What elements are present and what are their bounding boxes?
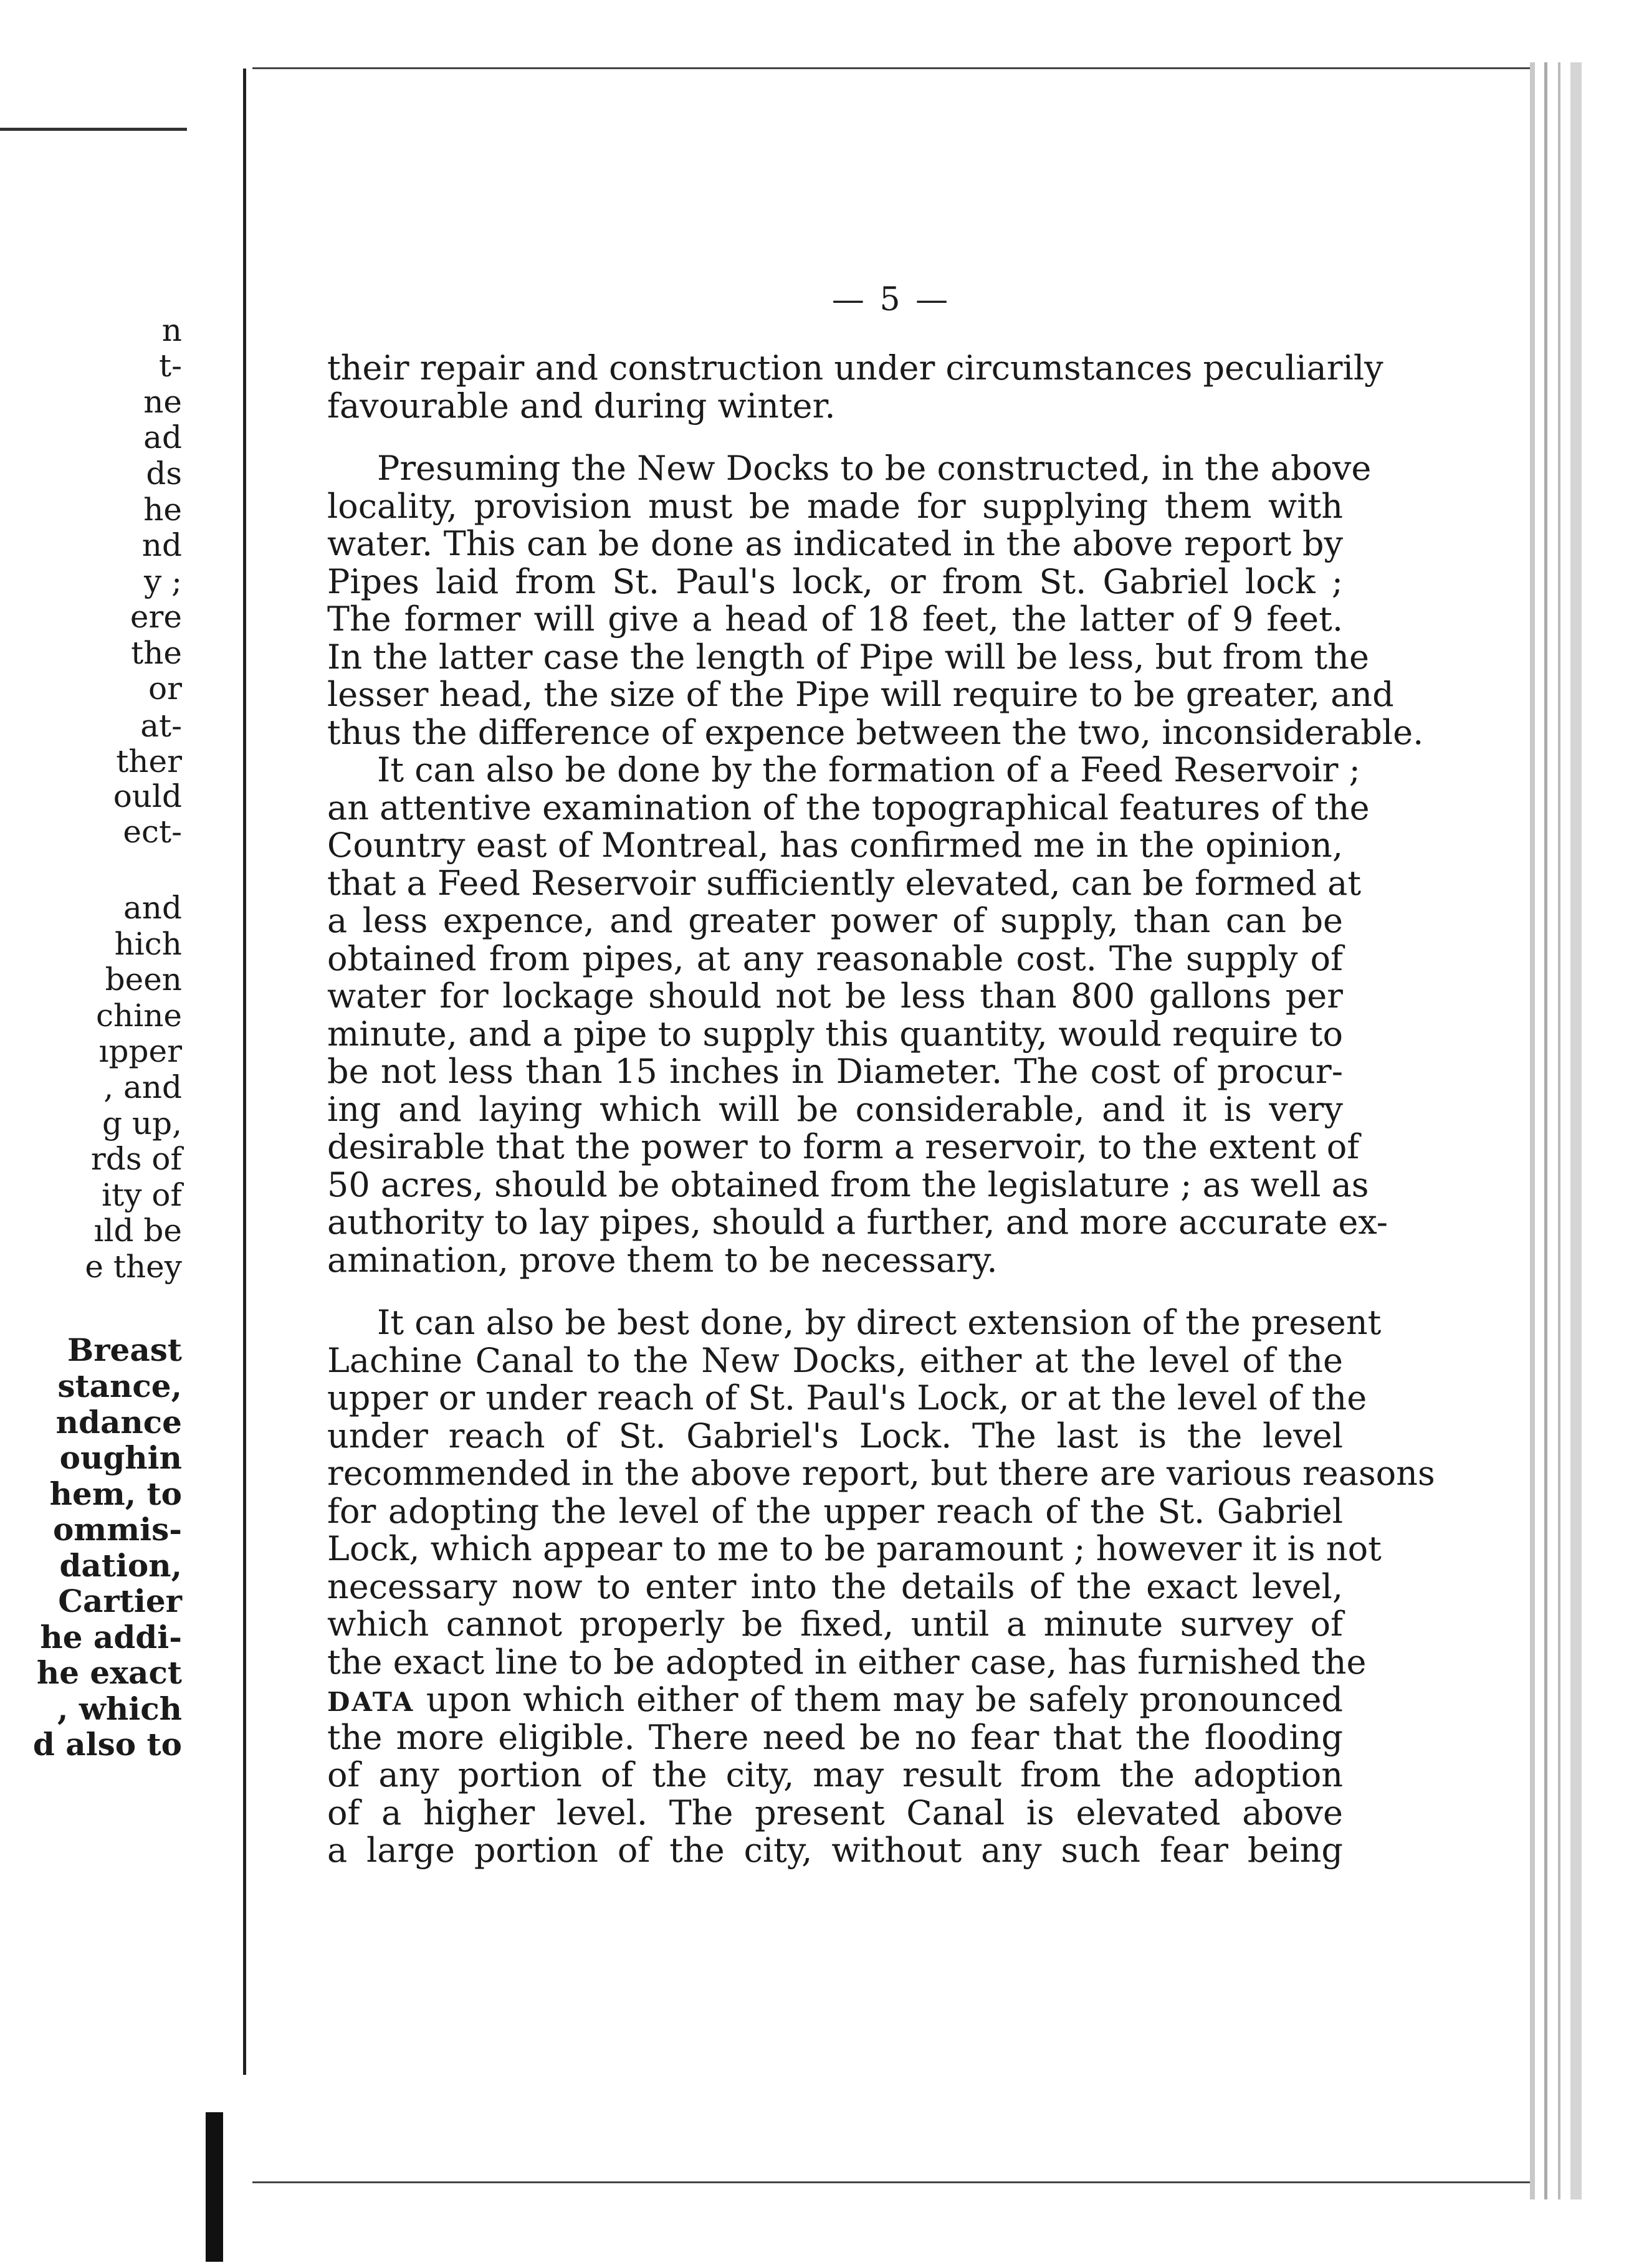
previous-page-line: dation, [59, 1547, 182, 1584]
paragraph-gap [327, 425, 1343, 450]
top-rule [0, 128, 187, 131]
previous-page-line: g up, [102, 1105, 182, 1141]
page-body [327, 348, 1435, 1870]
previous-page-line: ıpper [98, 1033, 182, 1069]
previous-page-line: stance, [57, 1368, 182, 1404]
page-edge [1570, 62, 1582, 2199]
text-line: desirable that the power to form a reservoir, to the extent of [327, 1127, 1360, 1166]
page-edge [1530, 62, 1535, 2199]
text-line: for adopting the level of the upper reach of the St. Gabriel [327, 1491, 1343, 1531]
previous-page-line: hich [114, 926, 182, 962]
previous-page-line: ther [116, 743, 182, 779]
previous-page-line: d also to [32, 1726, 182, 1763]
text-line: of any portion of the city, may result from the adoption [327, 1755, 1343, 1794]
book-page [252, 67, 1530, 2183]
page-number: — 5 — [831, 281, 951, 318]
text-line: Lock, which appear to me to be paramount ; however it is not [327, 1529, 1382, 1568]
previous-page-line: oughin [59, 1439, 182, 1476]
text-line: In the latter case the length of Pipe will be less, but from the [327, 637, 1369, 677]
previous-page-line: e they [85, 1249, 182, 1285]
paragraph-gap [327, 1279, 1343, 1304]
previous-page-line: ds [146, 455, 182, 492]
previous-page-line: the [131, 635, 182, 671]
text-line: Country east of Montreal, has confirmed me in the opinion, [327, 826, 1343, 865]
previous-page-line: and [123, 890, 182, 926]
text-line: minute, and a pipe to supply this quantity, would require to [327, 1014, 1343, 1054]
previous-page-line: he addi- [40, 1619, 182, 1656]
text-line: an attentive examination of the topographical features of the [327, 788, 1370, 827]
text-line: Presuming the New Docks to be constructed, in the above [377, 449, 1372, 488]
text-line: recommended in the above report, but there are various reasons [327, 1454, 1435, 1493]
previous-page-line: he [143, 492, 182, 528]
previous-page-line: , and [103, 1069, 182, 1105]
previous-page-line: ere [130, 599, 182, 635]
previous-page-line: at- [140, 708, 182, 744]
previous-page-line: he exact [36, 1654, 182, 1691]
page-edge [1558, 62, 1560, 2199]
previous-page-line: hem, to [49, 1475, 182, 1512]
text-line: 50 acres, should be obtained from the legislature ; as well as [327, 1165, 1369, 1204]
text-line: be not less than 15 inches in Diameter. The cost of procur- [327, 1052, 1343, 1091]
text-line: DATA upon which either of them may be safely pronounced [327, 1680, 1343, 1719]
text-line: a less expence, and greater power of supply, than can be [327, 901, 1343, 940]
previous-page-line: Cartier [58, 1583, 182, 1619]
text-line: upper or under reach of St. Paul's Lock, or at the level of the [327, 1378, 1367, 1418]
text-line: the exact line to be adopted in either case, has furnished the [327, 1642, 1367, 1682]
previous-page-line: ad [143, 419, 182, 455]
previous-page-line: nd [141, 527, 182, 563]
previous-page-line: ect- [123, 814, 182, 850]
previous-page-line: y ; [144, 563, 182, 599]
text-line: locality, provision must be made for supplying them with [327, 486, 1343, 526]
previous-page-line: chine [96, 998, 182, 1034]
text-line: amination, prove them to be necessary. [327, 1240, 998, 1280]
text-line: water. This can be done as indicated in the above report by [327, 524, 1343, 563]
text-line: It can also be done by the formation of a Feed Reservoir ; [377, 750, 1360, 789]
previous-page-line: been [105, 961, 182, 998]
page-edge [1544, 62, 1547, 2199]
previous-page-line: Breast [67, 1332, 182, 1368]
text-line: lesser head, the size of the Pipe will require to be greater, and [327, 675, 1394, 714]
previous-page-line: t- [159, 348, 182, 384]
text-line: under reach of St. Gabriel's Lock. The last is the level [327, 1416, 1343, 1456]
text-line: a large portion of the city, without any such fear being [327, 1831, 1343, 1870]
text-line: that a Feed Reservoir sufficiently elevated, can be formed at [327, 863, 1362, 903]
text-line: authority to lay pipes, should a further, and more accurate ex- [327, 1203, 1388, 1242]
text-line: water for lockage should not be less than 800 gallons per [327, 976, 1343, 1016]
binding-bar [206, 2112, 223, 2262]
previous-page-fragment [0, 69, 246, 2075]
text-line: their repair and construction under circumstances peculiarily [327, 348, 1383, 388]
text-line: the more eligible. There need be no fear that the flooding [327, 1717, 1343, 1757]
previous-page-line: ndance [55, 1404, 182, 1441]
previous-page-line: ity of [102, 1177, 182, 1213]
text-line: ing and laying which will be considerable, and it is very [327, 1089, 1343, 1129]
text-line: of a higher level. The present Canal is elevated above [327, 1793, 1343, 1832]
text-line: Lachine Canal to the New Docks, either at the level of the [327, 1340, 1343, 1380]
text-line: favourable and during winter. [327, 386, 836, 426]
previous-page-line: ıld be [93, 1213, 182, 1249]
text-line: necessary now to enter into the details of the exact level, [327, 1566, 1343, 1606]
previous-page-line: ould [113, 778, 182, 814]
previous-page-line: or [148, 670, 182, 707]
previous-page-line: , which [57, 1690, 182, 1727]
previous-page-line: ommis- [52, 1511, 182, 1548]
text-line: which cannot properly be fixed, until a minute survey of [327, 1604, 1343, 1644]
text-line: Pipes laid from St. Paul's lock, or from St. Gabriel lock ; [327, 561, 1343, 601]
text-line: thus the difference of expence between the two, inconsiderable. [327, 712, 1424, 752]
text-line: The former will give a head of 18 feet, the latter of 9 feet. [327, 599, 1343, 639]
previous-page-line: n [161, 312, 182, 348]
text-line: obtained from pipes, at any reasonable cost. The supply of [327, 938, 1343, 978]
text-line: It can also be best done, by direct extension of the present [377, 1303, 1382, 1342]
previous-page-line: rds of [90, 1141, 182, 1177]
previous-page-line: ne [143, 384, 182, 420]
